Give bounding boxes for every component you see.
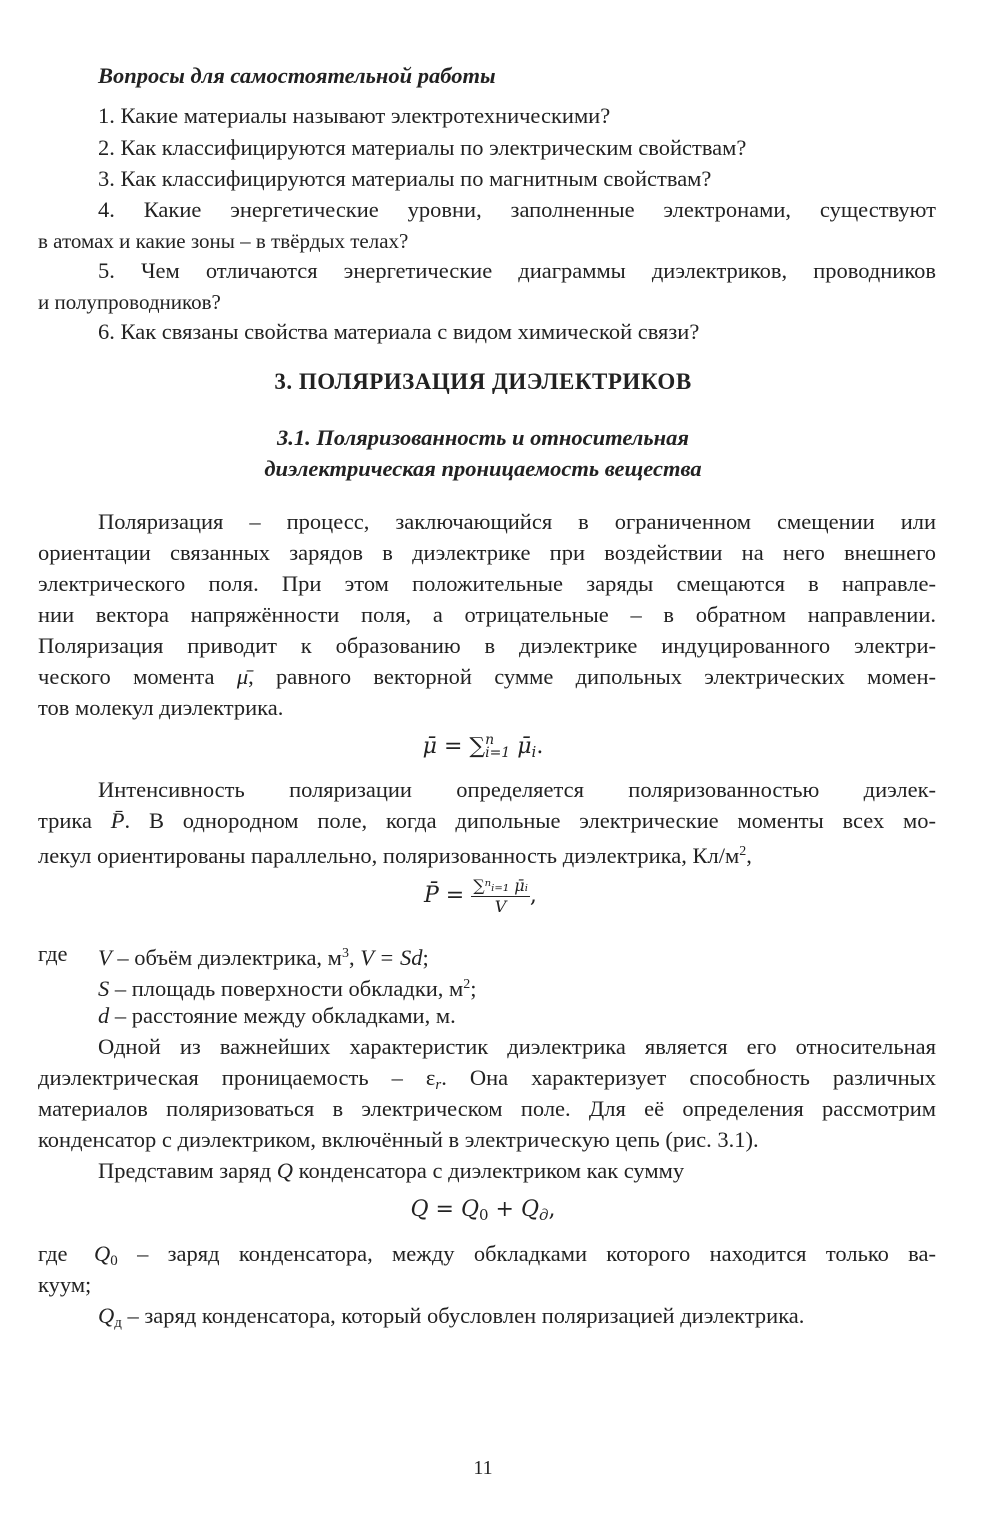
math-text: д (539, 1206, 549, 1224)
math-text: n (485, 732, 495, 748)
math-symbol: P̄ (110, 808, 125, 833)
paragraph-line: Поляризация – процесс, заключающийся в ограниченном смещении или (98, 509, 936, 534)
math-text: i=1 (485, 745, 511, 761)
math-symbol: Q (94, 1241, 111, 1266)
where-item-area (98, 971, 477, 1003)
paragraph-line: нии вектора напряжённости поля, а отрицательные – в обратном направлении. (38, 602, 936, 627)
text-span: 0 (110, 1253, 118, 1269)
paragraph-line: электрического поля. При этом положительные заряды смещаются в направле- (38, 571, 936, 596)
text-span: – заряд конденсатора, который обусловлен поляризацией диэлектрика. (121, 1303, 805, 1328)
math-text: P̄ = (424, 883, 472, 908)
text-span: ческого момента (38, 664, 237, 689)
paragraph-line: Поляризация приводит к образованию в диэлектрике индуцированного электри- (38, 633, 936, 658)
text-span: , (746, 843, 752, 868)
where-item-q0 (94, 1240, 936, 1275)
math-text: , (548, 1197, 556, 1222)
where-item-volume (98, 940, 429, 972)
page-number: 11 (473, 1457, 493, 1479)
formula-charge-sum (0, 1196, 966, 1229)
question-item: 2. Как классифицируются материалы по электрическим свойствам? (98, 135, 747, 160)
math-numerator: ∑ⁿᵢ₌₁ μ̄ᵢ (473, 875, 528, 895)
paragraph-line (38, 838, 752, 870)
section-title-line1: 3.1. Поляризованность и относительная (277, 425, 689, 450)
formula-dipole-sum (0, 733, 966, 766)
question-item: 4. Какие энергетические уровни, заполненные электронами, существуют (98, 197, 936, 222)
paragraph-line (98, 1157, 684, 1185)
math-text: + Q (488, 1197, 539, 1222)
where-item-distance (98, 1002, 456, 1030)
text-span: ; (422, 945, 429, 970)
text-span: 2 (463, 977, 471, 992)
text-span: . В однородном поле, когда дипольные электрические моменты всех мо- (124, 808, 936, 833)
where-label: где (38, 941, 68, 966)
text-span: – объём диэлектрика, м (111, 945, 342, 970)
math-text: . (536, 734, 544, 759)
text-span: – расстояние между обкладками, м. (109, 1003, 456, 1028)
question-item: 6. Как связаны свойства материала с видом химической связи? (98, 319, 700, 344)
paragraph-line: тов молекул диэлектрика. (38, 695, 284, 720)
paragraph-line: конденсатор с диэлектриком, включённый в электрическую цепь (рис. 3.1). (38, 1127, 759, 1152)
paragraph-line: Интенсивность поляризации определяется поляризованностью диэлек- (98, 777, 936, 802)
question-item: 1. Какие материалы называют электротехническими? (98, 103, 611, 128)
question-item: 3. Как классифицируются материалы по магнитным свойствам? (98, 166, 712, 191)
question-item: 5. Чем отличаются энергетические диаграммы диэлектриков, проводников (98, 258, 936, 283)
text-span: ; (470, 976, 477, 1001)
math-symbol: μ̄ (236, 664, 249, 689)
math-symbol: S (98, 976, 110, 1001)
math-denominator: V (494, 896, 507, 916)
text-span: r (435, 1077, 442, 1093)
text-span: , равного векторной сумме дипольных электрических момен- (248, 664, 936, 689)
text-span: трика (38, 808, 111, 833)
math-symbol: Q (276, 1158, 294, 1183)
chapter-title: 3. ПОЛЯРИЗАЦИЯ ДИЭЛЕКТРИКОВ (274, 369, 692, 394)
paragraph-line (38, 807, 936, 835)
where-label: где (38, 1241, 68, 1266)
math-text: 0 (478, 1206, 489, 1224)
text-span: – площадь поверхности обкладки, м (109, 976, 464, 1001)
text-span: конденсатора с диэлектриком как сумму (293, 1158, 685, 1183)
math-text: i (531, 743, 537, 761)
section-title-line2: диэлектрическая проницаемость вещества (264, 456, 702, 481)
where-item-q0-cont: куум; (38, 1272, 92, 1297)
text-span: , (348, 945, 361, 970)
math-symbol: Q (98, 1303, 115, 1328)
text-span: д (114, 1315, 122, 1331)
text-span: 2 (739, 844, 747, 859)
paragraph-line (38, 663, 936, 691)
text-span: – заряд конденсатора, между обкладками которого находится только ва- (117, 1241, 936, 1266)
math-text: μ̄ = (422, 734, 470, 759)
paragraph-line: ориентации связанных зарядов в диэлектрике при воздействии на него внешнего (38, 540, 936, 565)
paragraph-line: Одной из важнейших характеристик диэлектрика является его относительная (98, 1034, 936, 1059)
paragraph-line (38, 1064, 936, 1099)
math-text: ∑ (469, 734, 486, 759)
where-item-qd (98, 1302, 804, 1337)
text-span: диэлектрическая проницаемость – ε (38, 1065, 436, 1090)
paragraph-line: материалов поляризоваться в электрическом поле. Для её определения рассмотрим (38, 1096, 936, 1121)
math-text: μ̄ (510, 734, 532, 759)
text-span: Представим заряд (98, 1158, 277, 1183)
question-item-cont: и полупроводников? (38, 290, 221, 314)
text-span: 3 (341, 946, 349, 961)
math-symbol: d (98, 1003, 110, 1028)
math-text: , (529, 883, 537, 908)
formula-polarization (424, 874, 537, 918)
math-symbol: V = Sd (360, 945, 423, 970)
question-item-cont: в атомах и какие зоны – в твёрдых телах? (38, 229, 409, 253)
math-symbol: V (98, 945, 112, 970)
math-fraction (471, 876, 530, 917)
math-text: Q = Q (410, 1197, 479, 1222)
text-span: . Она характеризует способность различных (441, 1065, 936, 1090)
text-span: лекул ориентированы параллельно, поляризованность диэлектрика, Кл/м (38, 843, 740, 868)
questions-title: Вопросы для самостоятельной работы (98, 63, 496, 88)
